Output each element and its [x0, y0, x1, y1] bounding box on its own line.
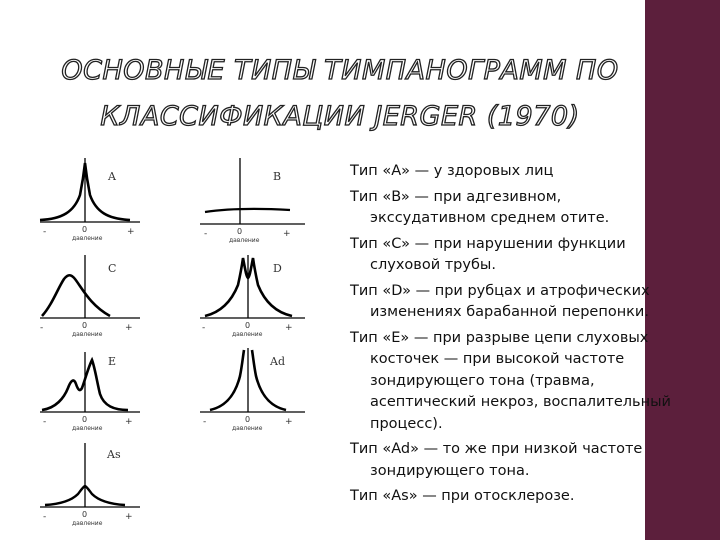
axis-label: давление	[72, 331, 103, 338]
tick-minus: -	[202, 323, 206, 333]
description-type-e	[350, 328, 710, 436]
description-line: зондирующего тона (травма,	[370, 372, 595, 389]
graph-as	[40, 443, 140, 527]
description-line: изменениях барабанной перепонки.	[370, 304, 649, 320]
graph-d	[200, 255, 305, 338]
tick-minus: -	[43, 417, 47, 427]
curve	[210, 350, 244, 410]
description-line: Тип «D» — при рубцах и атрофических	[350, 282, 650, 299]
tick-plus: +	[125, 323, 133, 333]
axis-label: давление	[72, 235, 103, 242]
graph-label: Ad	[270, 355, 285, 368]
curve	[42, 275, 110, 316]
graph-label: As	[107, 448, 121, 461]
tick-plus: +	[125, 512, 133, 522]
graph-a	[40, 158, 140, 242]
axis-label: давление	[72, 520, 103, 527]
tick-plus: +	[285, 323, 293, 333]
tick-zero: 0	[237, 227, 243, 236]
graph-label: B	[273, 170, 282, 183]
description-line: Тип «C» — при нарушении функции	[350, 235, 626, 252]
description-type-c	[350, 234, 710, 277]
description-type-as	[350, 486, 710, 508]
tick-plus: +	[125, 417, 133, 427]
graph-label: A	[108, 170, 116, 183]
tick-plus: +	[283, 229, 291, 239]
graph-b	[200, 158, 305, 244]
axis-label: давление	[72, 425, 103, 432]
description-line: Тип «A» — у здоровых лиц	[350, 163, 554, 179]
description-line: экссудативном среднем отите.	[370, 210, 610, 226]
tympanogram-panel	[0, 0, 340, 540]
tick-zero: 0	[245, 415, 251, 424]
description-line: косточек — при высокой частоте	[370, 351, 625, 367]
tick-minus: -	[43, 512, 47, 522]
tick-plus: +	[285, 417, 293, 427]
type-descriptions	[350, 161, 710, 508]
description-line: процесс).	[370, 415, 443, 432]
curve	[205, 209, 290, 212]
description-line: слуховой трубы.	[370, 257, 496, 273]
tick-minus: -	[203, 417, 207, 427]
description-type-ad	[350, 439, 710, 482]
tick-zero: 0	[82, 510, 88, 519]
description-line: асептический некроз, воспалительный	[370, 394, 671, 410]
description-type-b	[350, 187, 710, 230]
description-line: Тип «E» — при разрыве цепи слуховых	[350, 329, 649, 346]
tick-minus: -	[40, 323, 44, 333]
graph-e	[40, 352, 140, 432]
description-line: Тип «Ad» — то же при низкой частоте	[350, 441, 643, 457]
tick-plus: +	[127, 227, 135, 237]
description-type-d	[350, 281, 710, 324]
tick-zero: 0	[82, 225, 88, 234]
tick-minus: -	[43, 227, 47, 237]
axis-label: давление	[232, 331, 263, 338]
axis-label: давление	[229, 237, 260, 244]
graph-label: C	[108, 262, 117, 275]
tick-zero: 0	[82, 321, 88, 330]
description-line: Тип «As» — при отосклерозе.	[350, 488, 575, 504]
title-line-1: ОСНОВНЫЕ ТИПЫ ТИМПАНОГРАММ ПО	[61, 55, 619, 86]
description-line: зондирующего тона.	[370, 462, 530, 479]
graph-ad	[200, 348, 305, 432]
description-type-a	[350, 161, 710, 183]
title-line-2: КЛАССИФИКАЦИИ JERGER (1970)	[100, 101, 580, 132]
tick-minus: -	[204, 229, 208, 239]
tick-zero: 0	[245, 321, 251, 330]
graph-c	[40, 255, 140, 338]
graph-label: E	[108, 355, 117, 368]
tick-zero: 0	[82, 415, 88, 424]
description-line: Тип «B» — при адгезивном,	[350, 188, 562, 205]
graph-label: D	[273, 262, 282, 275]
axis-label: давление	[232, 425, 263, 432]
